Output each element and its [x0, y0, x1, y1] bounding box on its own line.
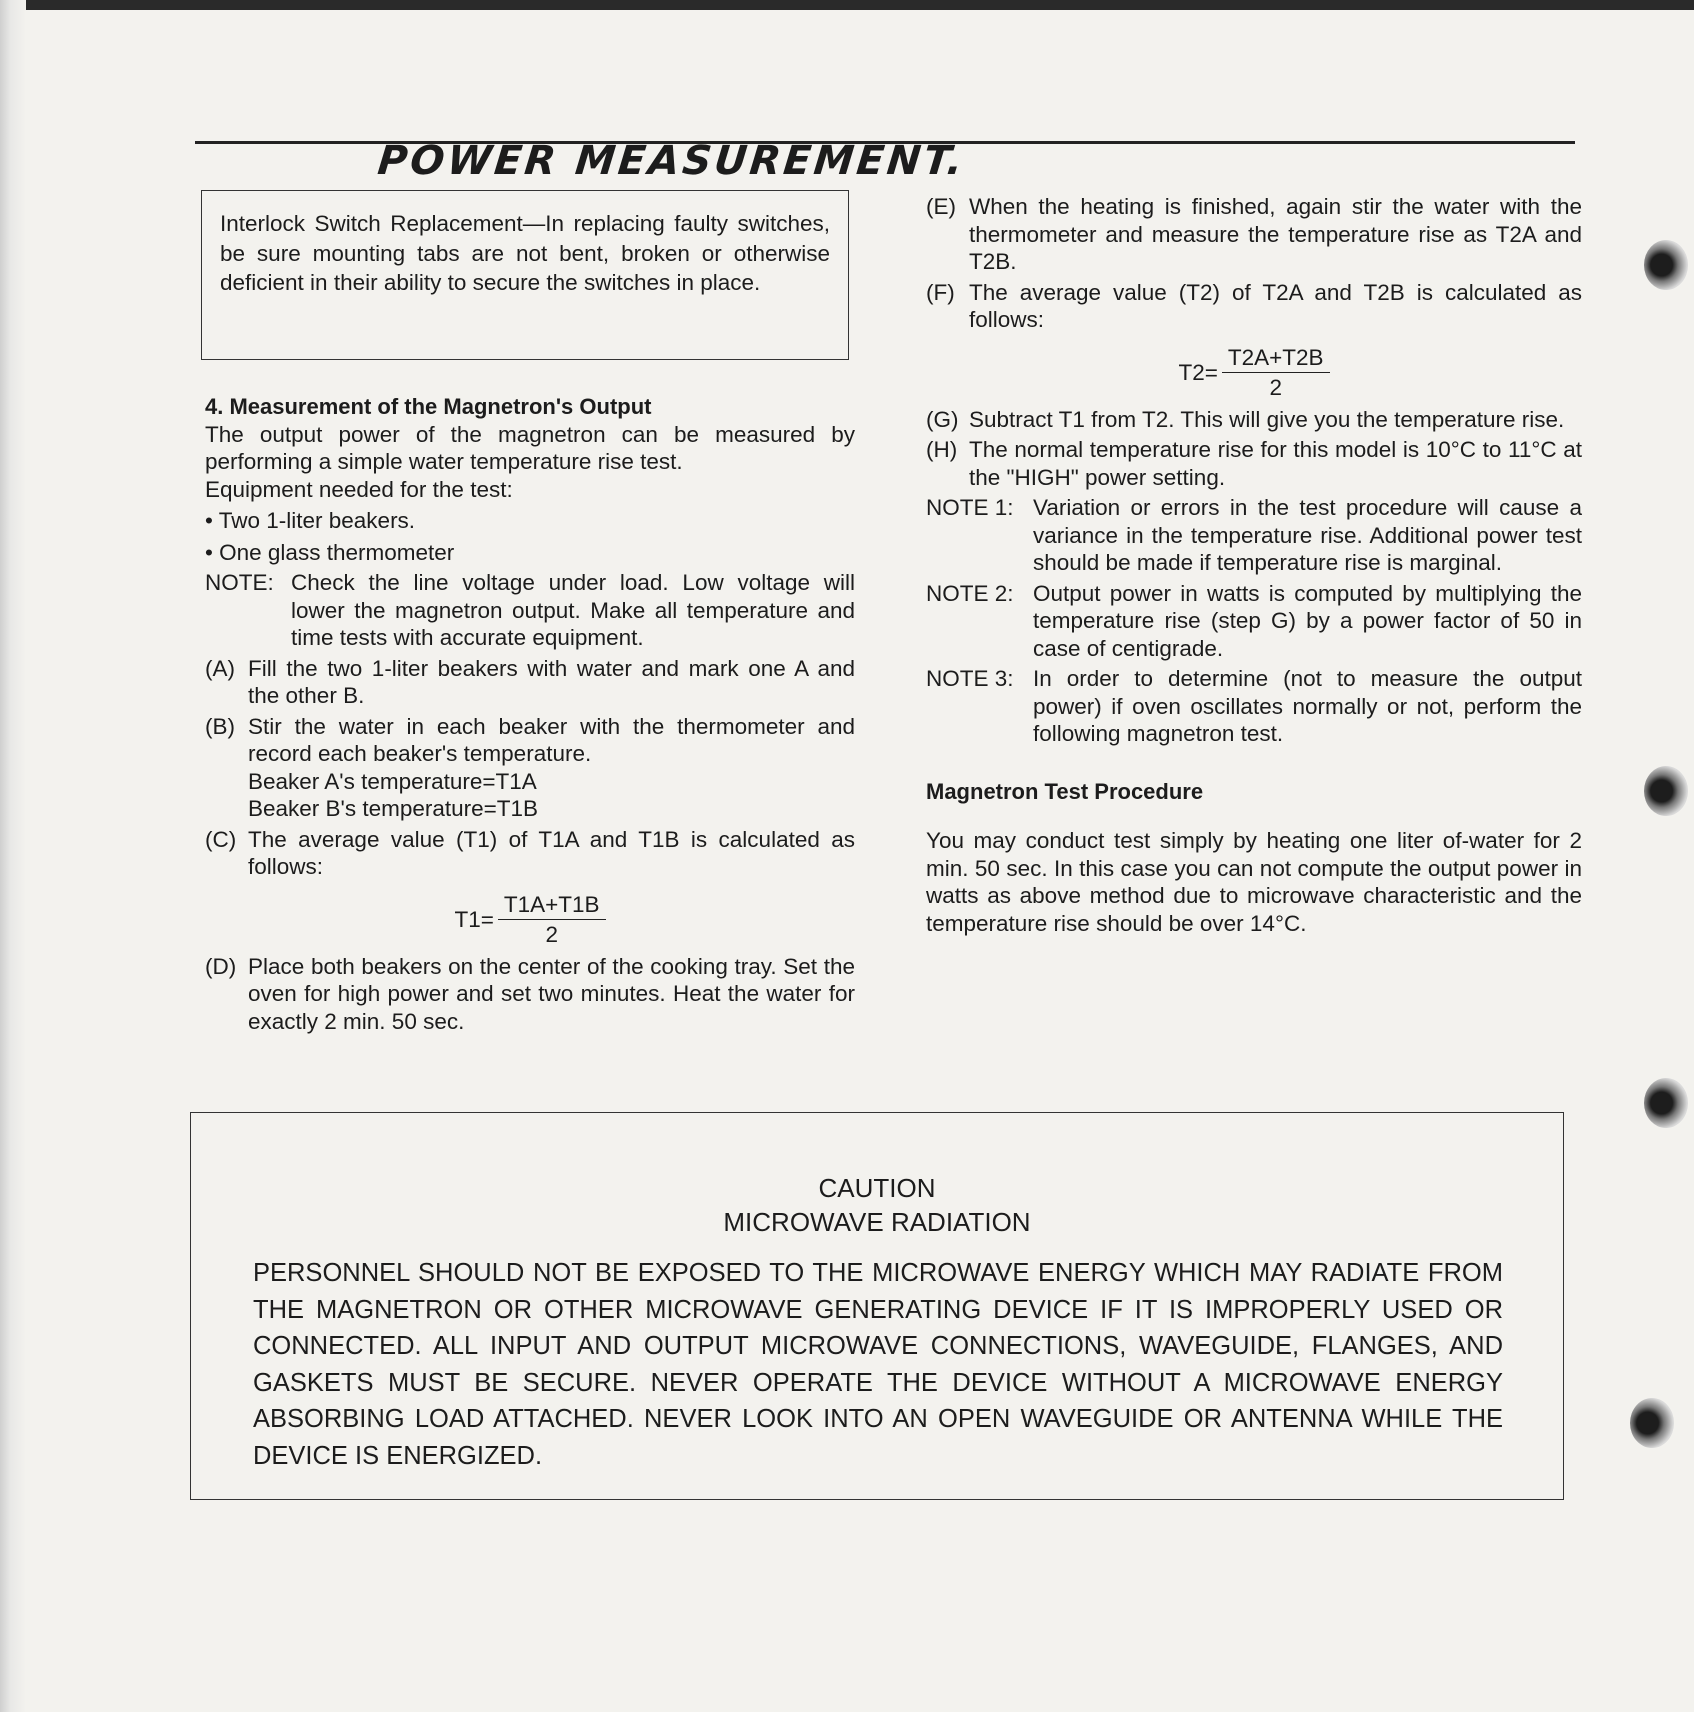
binder-hole-icon — [1644, 240, 1688, 290]
page-left-edge — [0, 0, 26, 1712]
left-column — [205, 393, 855, 1035]
bullet-item: • Two 1-liter beakers. — [205, 507, 855, 535]
step-label: (B) — [205, 713, 235, 739]
note-label: NOTE 2: — [926, 580, 1014, 606]
magnetron-test-heading: Magnetron Test Procedure — [926, 778, 1204, 804]
step-d — [205, 953, 855, 1036]
step-c — [205, 826, 855, 881]
step-text: The average value (T2) of T2A and T2B is calculated as follows: — [969, 279, 1582, 332]
step-text: Place both beakers on the center of the cooking tray. Set the oven for high power and set two minutes. Heat the water for exactly 2 min. 50 sec. — [248, 953, 855, 1034]
right-column — [926, 190, 1582, 937]
step-text: Fill the two 1-liter beakers with water and mark one A and the other B. — [248, 655, 855, 708]
beaker-a-line: Beaker A's temperature=T1A — [248, 768, 537, 794]
caution-title-line2: MICROWAVE RADIATION — [723, 1207, 1031, 1237]
step-label: (F) — [926, 279, 955, 305]
beaker-b-line: Beaker B's temperature=T1B — [248, 796, 539, 821]
magnetron-test-text: You may conduct test simply by heating one liter of-water for 2 min. 50 sec. In this case you can not compute the output power in watts as above method due to microwave characteristic and the temperature rise should be over 14°C. — [926, 828, 1582, 936]
step-text: Stir the water in each beaker with the thermometer and record each beaker's temperature. — [248, 713, 855, 766]
caution-box — [190, 1112, 1564, 1500]
formula-denominator: 2 — [545, 922, 558, 947]
step-text: The average value (T1) of T1A and T1B is calculated as follows: — [248, 826, 855, 879]
step-f — [926, 279, 1582, 334]
step-g — [926, 406, 1582, 434]
equipment-label: Equipment needed for the test: — [205, 476, 513, 502]
formula-numerator: T1A+T1B — [498, 891, 606, 921]
formula-lhs: T1= — [454, 906, 494, 932]
handwritten-title: POWER MEASUREMENT. — [375, 138, 968, 184]
step-label: (H) — [926, 437, 958, 462]
interlock-note-text: Interlock Switch Replacement—In replacing faulty switches, be sure mounting tabs are not bent, broken or otherwise deficient in their ability to secure the switches in place. — [220, 211, 830, 295]
header-rule — [195, 141, 1575, 144]
caution-title — [191, 1171, 1563, 1239]
note-label: NOTE 1: — [926, 495, 1014, 520]
formula-numerator: T2A+T2B — [1222, 344, 1330, 374]
formula-fraction — [1222, 344, 1330, 402]
note — [205, 569, 855, 652]
note-2 — [926, 580, 1582, 663]
caution-body: PERSONNEL SHOULD NOT BE EXPOSED TO THE MICROWAVE ENERGY WHICH MAY RADIATE FROM THE MAGNETRON OR OTHER MICROWAVE GENERATING DEVICE IF IT IS IMPROPERLY USED OR CONNECTED. ALL INPUT AND OUTPUT MICROWAVE CONNECTIONS, WAVEGUIDE, FLANGES, AND GASKETS MUST BE SECURE. NEVER OPERATE THE DEVICE WITHOUT A MICROWAVE ENERGY ABSORBING LOAD ATTACHED. NEVER LOOK INTO AN OPEN WAVEGUIDE OR ANTENNA WHILE THE DEVICE IS ENERGIZED. — [253, 1259, 1503, 1470]
section-heading: 4. Measurement of the Magnetron's Output — [205, 394, 652, 419]
binder-hole-icon — [1644, 1078, 1688, 1128]
caution-title-line1: CAUTION — [818, 1173, 936, 1203]
step-text: Subtract T1 from T2. This will give you the temperature rise. — [969, 406, 1565, 432]
step-b — [205, 713, 855, 823]
step-h — [926, 436, 1582, 491]
binder-hole-icon — [1644, 766, 1688, 816]
step-a — [205, 655, 855, 710]
formula-fraction — [498, 891, 606, 949]
step-b-body — [248, 713, 855, 823]
formula-denominator: 2 — [1269, 375, 1282, 400]
note-text: Output power in watts is computed by multiplying the temperature rise (step G) by a power factor of 50 in case of centigrade. — [1033, 580, 1582, 661]
formula-t1 — [205, 891, 855, 949]
note-3 — [926, 665, 1582, 748]
step-label: (G) — [926, 406, 959, 432]
note-text: In order to determine (not to measure the output power) if oven oscillates normally or not, perform the following magnetron test. — [1033, 666, 1582, 746]
interlock-note-box — [201, 190, 849, 360]
step-text: When the heating is finished, again stir the water with the thermometer and measure the temperature rise as T2A and T2B. — [969, 194, 1582, 274]
note-label: NOTE: — [205, 570, 274, 595]
step-label: (A) — [205, 655, 235, 681]
note-label: NOTE 3: — [926, 666, 1014, 691]
step-label: (E) — [926, 194, 956, 219]
step-e — [926, 193, 1582, 276]
note-text: Check the line voltage under load. Low voltage will lower the magnetron output. Make all temperature and time tests with accurate equipment. — [291, 570, 855, 650]
note-text: Variation or errors in the test procedure will cause a variance in the temperature rise. Additional power test should be made if temperature rise is marginal. — [1033, 495, 1582, 575]
step-label: (C) — [205, 826, 237, 852]
step-text: The normal temperature rise for this model is 10°C to 11°C at the "HIGH" power setting. — [969, 437, 1582, 490]
section-intro: The output power of the magnetron can be measured by performing a simple water temperature rise test. — [205, 421, 855, 474]
note-1 — [926, 494, 1582, 577]
page-top-edge — [0, 0, 1694, 10]
bullet-item: • One glass thermometer — [205, 539, 855, 567]
formula-t2 — [926, 344, 1582, 402]
formula-lhs: T2= — [1178, 359, 1218, 385]
step-label: (D) — [205, 953, 237, 979]
binder-hole-icon — [1630, 1398, 1674, 1448]
